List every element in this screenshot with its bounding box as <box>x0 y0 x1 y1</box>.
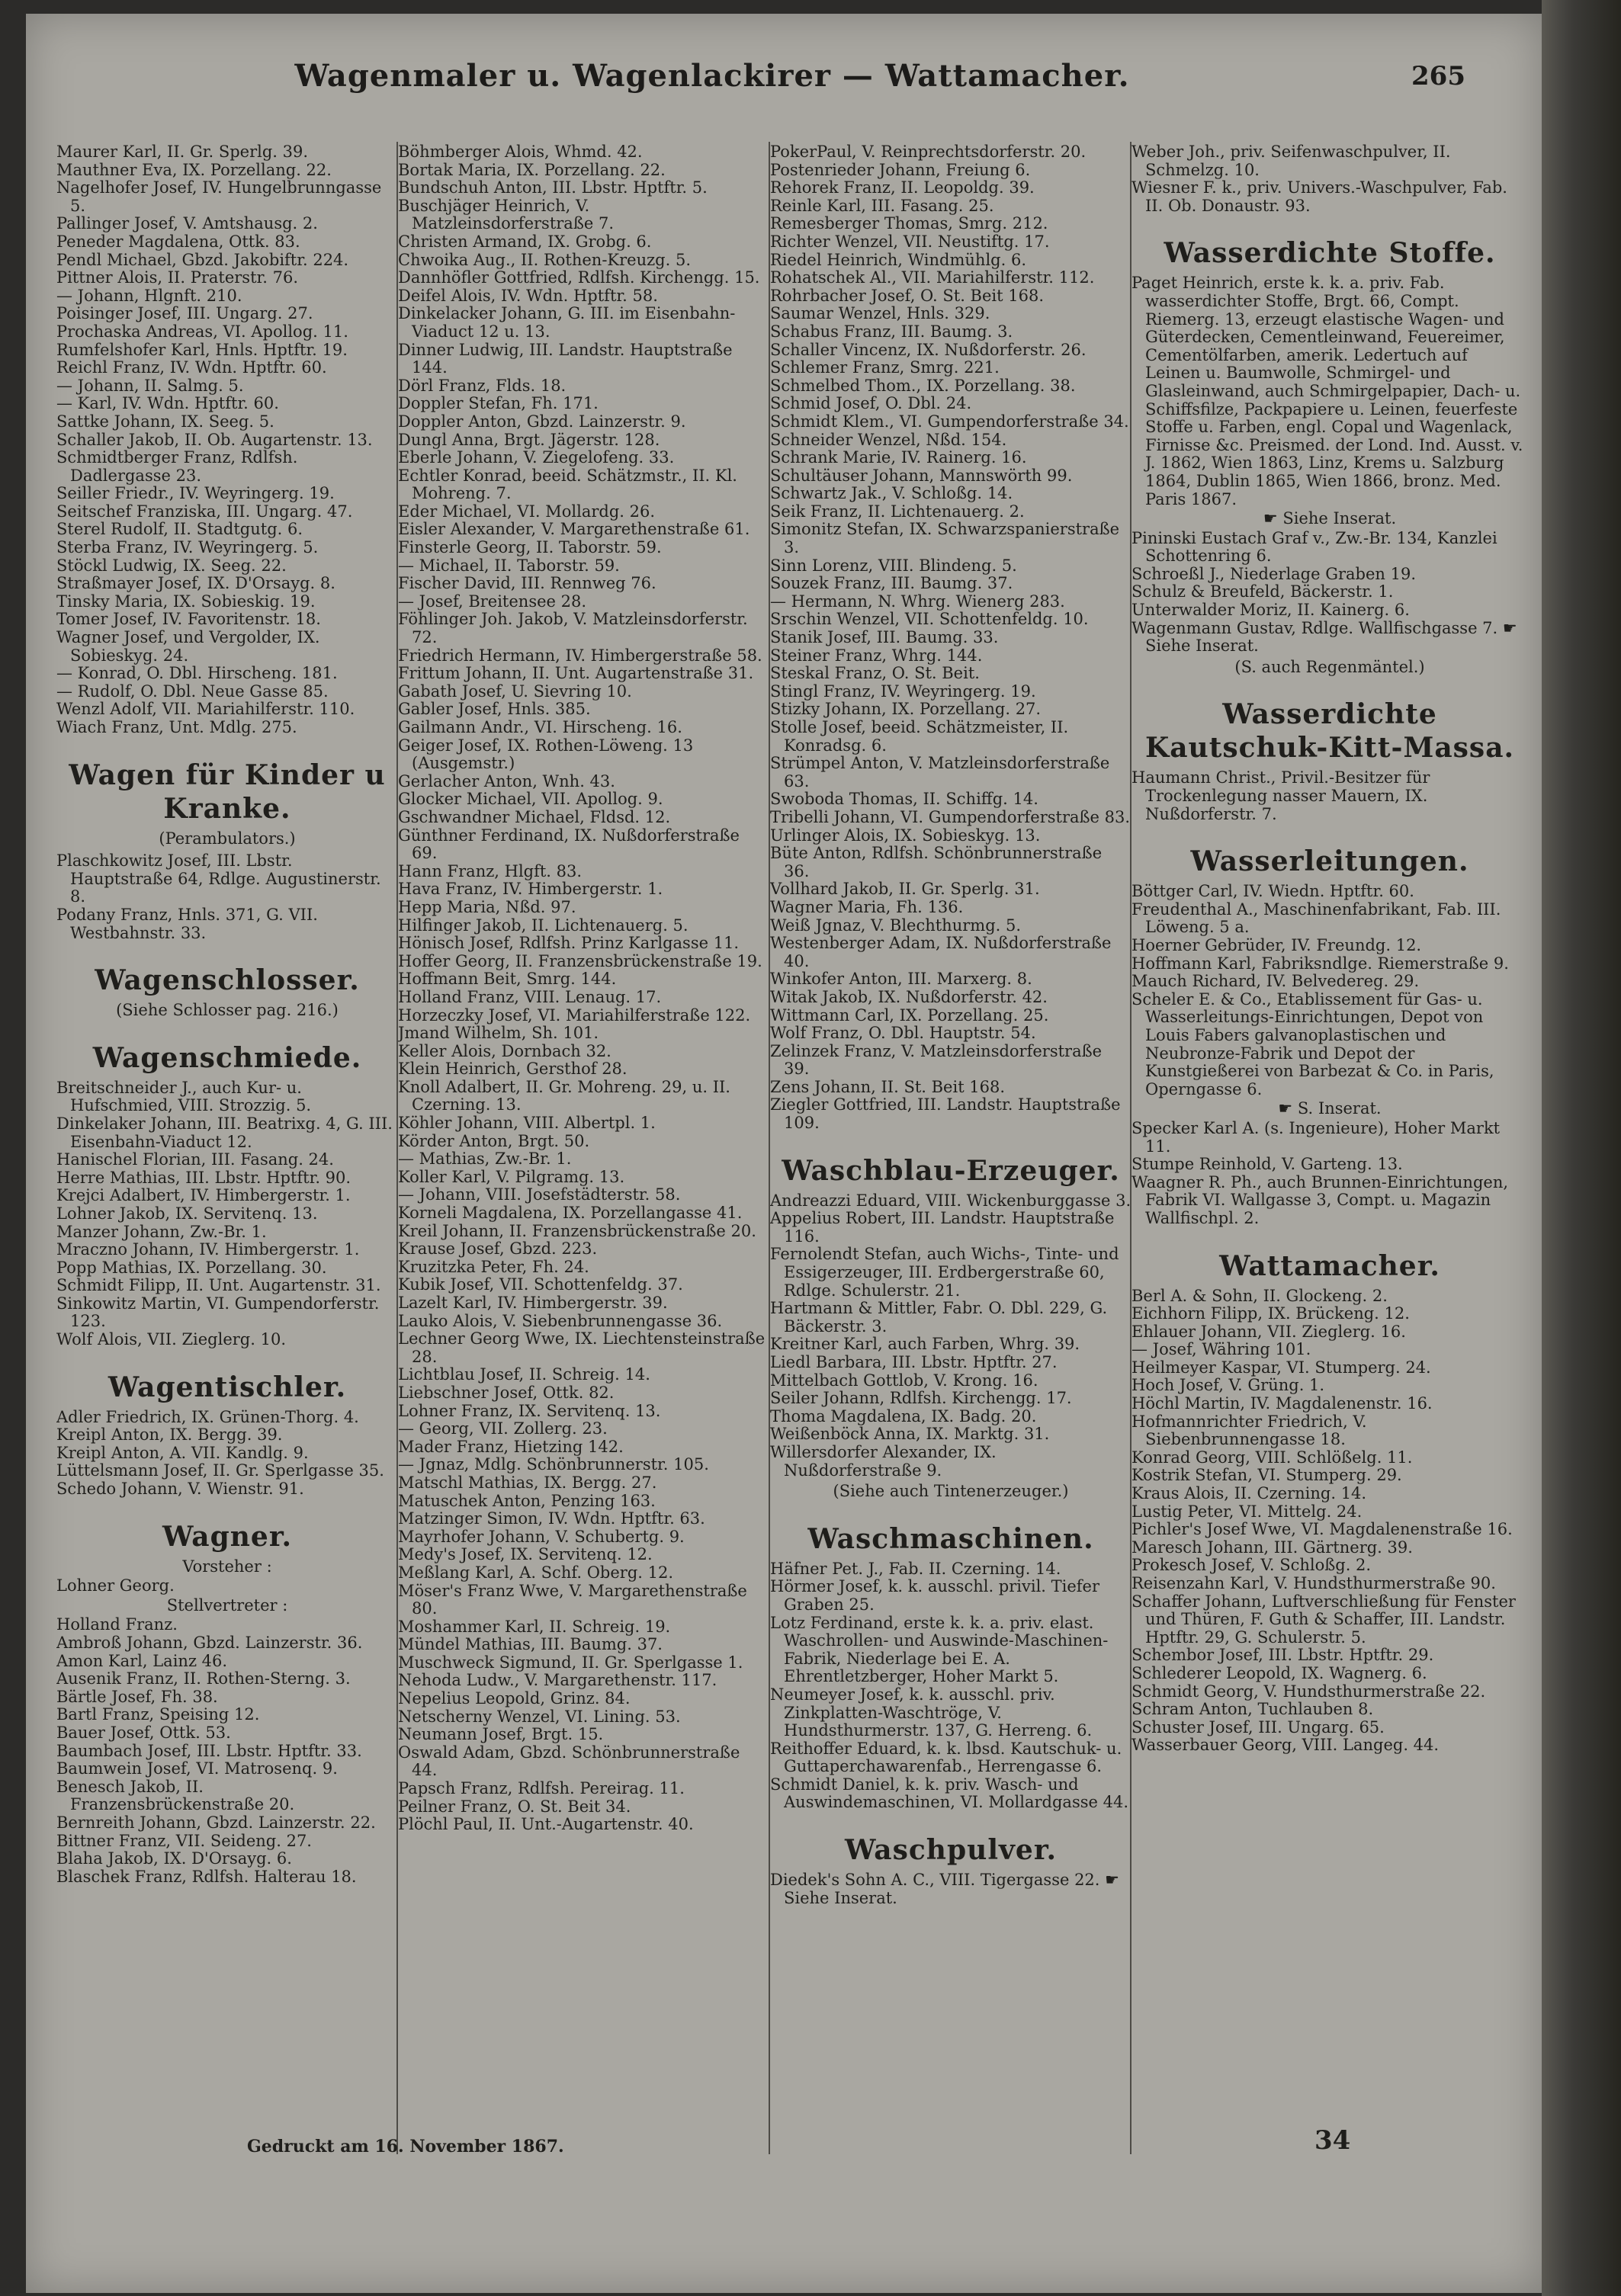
directory-entry: — Jgnaz, Mdlg. Schönbrunnerstr. 105. <box>398 1455 709 1474</box>
directory-entry: Mayrhofer Johann, V. Schubertg. 9. <box>398 1527 685 1546</box>
directory-entry: Souzek Franz, III. Baumg. 37. <box>770 574 1013 593</box>
directory-entry: Jmand Wilhelm, Sh. 101. <box>398 1024 599 1043</box>
directory-entry: Köhler Johann, VIII. Albertpl. 1. <box>398 1114 656 1133</box>
directory-entry: Simonitz Stefan, IX. Schwarzspanierstraße 3. <box>770 520 1120 557</box>
directory-entry: Stizky Johann, IX. Porzellang. 27. <box>770 700 1042 719</box>
directory-entry: Lazelt Karl, IV. Himbergerstr. 39. <box>398 1294 668 1312</box>
directory-entry: Weißenböck Anna, IX. Marktg. 31. <box>770 1425 1050 1444</box>
directory-entry: Tomer Josef, IV. Favoritenstr. 18. <box>56 610 321 629</box>
directory-entry: Dinkelaker Johann, III. Beatrixg. 4, G. III. Eisenbahn-Viaduct 12. <box>56 1114 393 1151</box>
directory-entry: Seiler Johann, Rdlfsh. Kirchengg. 17. <box>770 1389 1072 1408</box>
directory-entry: Krause Josef, Gbzd. 223. <box>398 1239 598 1259</box>
directory-entry: Freudenthal A., Maschinenfabrikant, Fab. III. Löweng. 5 a. <box>1131 899 1501 937</box>
directory-entry: Hönisch Josef, Rdlfsh. Prinz Karlgasse 11. <box>398 934 740 953</box>
directory-entry: Papsch Franz, Rdlfsh. Pereirag. 11. <box>398 1779 685 1798</box>
directory-entry: Moshammer Karl, II. Schreig. 19. <box>398 1617 671 1636</box>
signature-mark: 34 <box>1314 2125 1351 2156</box>
directory-entry: Schmidtberger Franz, Rdlfsh. Dadlergasse 23. <box>56 448 298 485</box>
section-heading: Wattamacher. <box>1219 1249 1440 1282</box>
directory-entry: Rohrbacher Josef, O. St. Beit 168. <box>770 286 1045 305</box>
directory-entry: Heilmeyer Kaspar, VI. Stumperg. 24. <box>1131 1358 1431 1377</box>
directory-entry: Körder Anton, Brgt. 50. <box>398 1131 590 1150</box>
directory-entry: Straßmayer Josef, IX. D'Orsayg. 8. <box>56 574 335 593</box>
directory-entry: Podany Franz, Hnls. 371, G. VII. Westbahnstr. 33. <box>56 905 318 942</box>
directory-entry: Bittner Franz, VII. Seideng. 27. <box>56 1831 312 1850</box>
directory-entry: Gabler Josef, Hnls. 385. <box>398 700 591 719</box>
directory-entry: Diedek's Sohn A. C., VIII. Tigergasse 22. ☛ Siehe Inserat. <box>770 1871 1119 1907</box>
directory-entry: Hilfinger Jakob, II. Lichtenauerg. 5. <box>398 916 689 935</box>
directory-entry: Lauko Alois, V. Siebenbrunnengasse 36. <box>398 1311 723 1330</box>
directory-entry: Blaschek Franz, Rdlfsh. Halterau 18. <box>56 1867 357 1886</box>
directory-entry: Dungl Anna, Brgt. Jägerstr. 128. <box>398 430 660 449</box>
section-heading: Wagenschmiede. <box>92 1041 362 1074</box>
directory-entry: Neumann Josef, Brgt. 15. <box>398 1725 604 1744</box>
directory-entry: Sinn Lorenz, VIII. Blindeng. 5. <box>770 556 1017 575</box>
directory-entry: Dinkelacker Johann, G. III. im Eisenbahn-Viaduct 12 u. 13. <box>398 304 736 341</box>
directory-entry: Tinsky Maria, IX. Sobieskig. 19. <box>56 592 316 611</box>
directory-entry: Schmelbed Thom., IX. Porzellang. 38. <box>770 376 1076 395</box>
directory-entry: Thoma Magdalena, IX. Badg. 20. <box>770 1406 1037 1425</box>
section-heading: Wagentischler. <box>108 1371 347 1403</box>
directory-entry: Schmidt Georg, V. Hundsthurmerstraße 22. <box>1131 1682 1486 1701</box>
center-line: ☛ Siehe Inserat. <box>1263 509 1397 528</box>
directory-entry: — Georg, VII. Zollerg. 23. <box>398 1419 608 1438</box>
directory-entry: Hoffmann Beit, Smrg. 144. <box>398 970 617 989</box>
directory-entry: Möser's Franz Wwe, V. Margarethenstraße 80. <box>398 1581 747 1618</box>
directory-entry: — Karl, IV. Wdn. Hptftr. 60. <box>56 394 279 413</box>
directory-entry: Hoffmann Karl, Fabriksndlge. Riemerstraße 9. <box>1131 954 1509 973</box>
directory-entry: Westenberger Adam, IX. Nußdorferstraße 40. <box>770 934 1112 970</box>
directory-entry: Kreipl Anton, A. VII. Kandlg. 9. <box>56 1443 309 1462</box>
directory-entry: Haumann Christ., Privil.-Besitzer für Trockenlegung nasser Mauern, IX. Nußdorferstr. 7. <box>1131 768 1430 823</box>
directory-entry: Hanischel Florian, III. Fasang. 24. <box>56 1150 334 1169</box>
directory-entry: Srschin Wenzel, VII. Schottenfeldg. 10. <box>770 610 1089 629</box>
directory-entry: Knoll Adalbert, II. Gr. Mohreng. 29, u. II. Czerning. 13. <box>398 1077 730 1114</box>
directory-entry: Manzer Johann, Zw.-Br. 1. <box>56 1222 267 1241</box>
directory-entry: Wenzl Adolf, VII. Mariahilferstr. 110. <box>56 700 355 719</box>
center-line: ☛ S. Inserat. <box>1278 1099 1382 1118</box>
directory-entry: Doppler Stefan, Fh. 171. <box>398 394 599 413</box>
directory-entry: Waagner R. Ph., auch Brunnen-Einrichtungen, Fabrik VI. Wallgasse 3, Compt. u. Magazin Wallfischpl. 2. <box>1131 1172 1509 1227</box>
directory-entry: Dannhöfler Gottfried, Rdlfsh. Kirchengg. 15. <box>398 268 760 287</box>
directory-entry: Eberle Johann, V. Ziegelofeng. 33. <box>398 448 675 467</box>
directory-entry: Sterba Franz, IV. Weyringerg. 5. <box>56 538 319 557</box>
book-spine <box>1542 0 1621 2296</box>
directory-entry: Fernolendt Stefan, auch Wichs-, Tinte- und Essigerzeuger, III. Erdbergerstraße 60, Rdlge. Schulerstr. 21. <box>770 1245 1119 1300</box>
column-4 <box>1131 143 1528 2156</box>
directory-entry: Ausenik Franz, II. Rothen-Sterng. 3. <box>56 1669 351 1688</box>
center-line: Stellvertreter : <box>166 1595 288 1615</box>
directory-entry: Weiß Jgnaz, V. Blechthurmg. 5. <box>770 916 1022 935</box>
directory-entry: Schaller Jakob, II. Ob. Augartenstr. 13. <box>56 430 373 449</box>
directory-entry: Büte Anton, Rdlfsh. Schönbrunnerstraße 36. <box>770 844 1103 880</box>
directory-entry: Pininski Eustach Graf v., Zw.-Br. 134, Kanzlei Schottenring 6. <box>1131 528 1497 566</box>
directory-entry: Konrad Georg, VIII. Schlößelg. 11. <box>1131 1448 1413 1467</box>
directory-entry: Sinkowitz Martin, VI. Gumpendorferstr. 123. <box>56 1294 380 1331</box>
directory-entry: Postenrieder Johann, Freiung 6. <box>770 160 1031 179</box>
directory-entry: Lohner Franz, IX. Servitenq. 13. <box>398 1401 661 1420</box>
section-note: (S. auch Regenmäntel.) <box>1234 657 1425 676</box>
directory-entry: Maurer Karl, II. Gr. Sperlg. 39. <box>56 143 309 161</box>
directory-entry: Gerlacher Anton, Wnh. 43. <box>398 771 615 790</box>
directory-entry: Wolf Franz, O. Dbl. Hauptstr. 54. <box>770 1024 1036 1043</box>
directory-entry: Eisler Alexander, V. Margarethenstraße 61. <box>398 520 750 539</box>
directory-entry: Hoffer Georg, II. Franzensbrückenstraße 19. <box>398 951 762 970</box>
running-title: Wagenmaler u. Wagenlackirer — Wattamacher. <box>294 58 1130 94</box>
directory-entry: Kubik Josef, VII. Schottenfeldg. 37. <box>398 1275 683 1294</box>
directory-entry: Scheler E. & Co., Etablissement für Gas- u. Wasserleitungs-Einrichtungen, Depot von Louis Fabers galvanoplastischen und Neubronze-Fabrik und Depot der Kunstgießerei von Barbezat & Co. in Paris, Operngasse 6. <box>1131 989 1494 1098</box>
directory-entry: Bauer Josef, Ottk. 53. <box>56 1723 231 1742</box>
directory-entry: Baumbach Josef, III. Lbstr. Hptftr. 33. <box>56 1741 362 1760</box>
directory-entry: Bortak Maria, IX. Porzellang. 22. <box>398 160 666 179</box>
directory-entry: Pallinger Josef, V. Amtshausg. 2. <box>56 214 318 233</box>
section-heading: Wasserleitungen. <box>1190 845 1469 878</box>
directory-entry: — Johann, II. Salmg. 5. <box>56 376 244 395</box>
directory-entry: Höchl Martin, IV. Magdalenenstr. 16. <box>1131 1394 1433 1413</box>
directory-entry: Kraus Alois, II. Czerning. 14. <box>1131 1484 1367 1503</box>
directory-entry: Liebschner Josef, Ottk. 82. <box>398 1383 615 1402</box>
directory-entry: Plaschkowitz Josef, III. Lbstr. Hauptstraße 64, Rdlge. Augustinerstr. 8. <box>56 851 381 906</box>
directory-entry: Steiner Franz, Whrg. 144. <box>770 646 983 665</box>
directory-entry: Ehlauer Johann, VII. Zieglerg. 16. <box>1131 1322 1406 1341</box>
directory-entry: Böhmberger Alois, Whmd. 42. <box>398 143 643 161</box>
directory-entry: Schlederer Leopold, IX. Wagnerg. 6. <box>1131 1663 1427 1682</box>
directory-entry: Schmidt Klem., VI. Gumpendorferstraße 34. <box>770 412 1129 431</box>
directory-entry: Adler Friedrich, IX. Grünen-Thorg. 4. <box>56 1407 359 1426</box>
directory-entry: Poisinger Josef, III. Ungarg. 27. <box>56 304 313 323</box>
section-heading: Wagenschlosser. <box>95 964 360 997</box>
directory-entry: Winkofer Anton, III. Marxerg. 8. <box>770 970 1032 989</box>
directory-entry: Meßlang Karl, A. Schf. Oberg. 12. <box>398 1563 674 1582</box>
directory-entry: — Hermann, N. Whrg. Wienerg 283. <box>770 592 1065 611</box>
directory-entry: Prochaska Andreas, VI. Apollog. 11. <box>56 322 348 341</box>
directory-entry: Mittelbach Gottlob, V. Krong. 16. <box>770 1371 1038 1390</box>
directory-entry: Lohner Georg. <box>56 1576 175 1595</box>
directory-entry: Sterel Rudolf, II. Stadtgutg. 6. <box>56 520 303 539</box>
directory-entry: Witak Jakob, IX. Nußdorferstr. 42. <box>770 987 1048 1006</box>
directory-entry: Amon Karl, Lainz 46. <box>56 1651 228 1670</box>
directory-entry: Gailmann Andr., VI. Hirscheng. 16. <box>398 718 682 736</box>
directory-entry: — Johann, Hlgnft. 210. <box>56 286 242 305</box>
directory-entry: Breitschneider J., auch Kur- u. Hufschmied, VIII. Strozzig. 5. <box>56 1078 312 1115</box>
directory-entry: Christen Armand, IX. Grobg. 6. <box>398 232 652 251</box>
directory-entry: Seiller Friedr., IV. Weyringerg. 19. <box>56 484 335 503</box>
directory-entry: Oswald Adam, Gbzd. Schönbrunnerstraße 44. <box>398 1743 740 1780</box>
directory-entry: Swoboda Thomas, II. Schiffg. 14. <box>770 790 1038 809</box>
directory-entry: Echtler Konrad, beeid. Schätzmstr., II. Kl. Mohreng. 7. <box>398 466 737 503</box>
directory-entry: Mraczno Johann, IV. Himbergerstr. 1. <box>56 1240 360 1259</box>
directory-entry: Stingl Franz, IV. Weyringerg. 19. <box>770 681 1036 701</box>
column-3 <box>770 143 1131 2156</box>
section-heading: Waschpulver. <box>844 1834 1058 1867</box>
directory-entry: Unterwalder Moriz, II. Kainerg. 6. <box>1131 601 1410 620</box>
directory-entry: Appelius Robert, III. Landstr. Hauptstraße 116. <box>770 1209 1115 1246</box>
directory-entry: — Josef, Breitensee 28. <box>398 592 587 611</box>
directory-entry: Medy's Josef, IX. Servitenq. 12. <box>398 1545 653 1564</box>
directory-entry: Rumfelshofer Karl, Hnls. Hptftr. 19. <box>56 340 348 359</box>
directory-entry: Mündel Mathias, III. Baumg. 37. <box>398 1635 663 1654</box>
directory-entry: Peilner Franz, O. St. Beit 34. <box>398 1797 631 1816</box>
directory-entry: Hofmannrichter Friedrich, V. Siebenbrunnengasse 18. <box>1131 1412 1367 1449</box>
directory-entry: Matschl Mathias, IX. Bergg. 27. <box>398 1473 657 1492</box>
directory-entry: Sattke Johann, IX. Seeg. 5. <box>56 412 274 431</box>
directory-entry: Günthner Ferdinand, IX. Nußdorferstraße 69. <box>398 826 740 863</box>
directory-entry: Wagner Josef, und Vergolder, IX. Sobieskyg. 24. <box>56 628 320 665</box>
directory-entry: Seitschef Franziska, III. Ungarg. 47. <box>56 502 353 521</box>
directory-entry: Klein Heinrich, Gersthof 28. <box>398 1060 628 1079</box>
page-number: 265 <box>1411 61 1465 91</box>
directory-entry: Plöchl Paul, II. Unt.-Augartenstr. 40. <box>398 1815 694 1834</box>
directory-entry: Föhlinger Joh. Jakob, V. Matzleinsdorferstr. 72. <box>398 610 748 647</box>
directory-entry: Pittner Alois, II. Praterstr. 76. <box>56 268 298 287</box>
directory-entry: Schultäuser Johann, Mannswörth 99. <box>770 466 1073 485</box>
directory-entry: Wolf Alois, VII. Zieglerg. 10. <box>56 1330 286 1349</box>
directory-entry: Wittmann Carl, IX. Porzellang. 25. <box>770 1005 1049 1025</box>
directory-entry: Kreitner Karl, auch Farben, Whrg. 39. <box>770 1335 1080 1354</box>
section-heading: Wagen für Kinder u Kranke. <box>69 758 386 825</box>
directory-entry: Muschweck Sigmund, II. Gr. Sperlgasse 1. <box>398 1653 743 1672</box>
directory-entry: Reithoffer Eduard, k. k. lbsd. Kautschuk- u. Guttaperchawarenfab., Herrengasse 6. <box>770 1739 1122 1776</box>
directory-entry: Peneder Magdalena, Ottk. 83. <box>56 232 300 251</box>
directory-entry: Schmidt Daniel, k. k. priv. Wasch- und Auswindemaschinen, VI. Mollardgasse 44. <box>770 1775 1129 1812</box>
directory-entry: Friedrich Hermann, IV. Himbergerstraße 58. <box>398 646 762 665</box>
directory-entry: Krejci Adalbert, IV. Himbergerstr. 1. <box>56 1186 351 1205</box>
directory-entry: Hepp Maria, Nßd. 97. <box>398 897 576 916</box>
directory-entry: — Josef, Währing 101. <box>1131 1340 1311 1359</box>
section-note: (Siehe auch Tintenerzeuger.) <box>833 1482 1069 1501</box>
directory-entry: — Mathias, Zw.-Br. 1. <box>398 1150 572 1169</box>
directory-entry: Liedl Barbara, III. Lbstr. Hptftr. 27. <box>770 1353 1058 1371</box>
directory-entry: — Michael, II. Taborstr. 59. <box>398 556 620 575</box>
directory-entry: Zens Johann, II. St. Beit 168. <box>770 1077 1006 1096</box>
directory-entry: Pendl Michael, Gbzd. Jakobiftr. 224. <box>56 250 349 269</box>
directory-entry: Rohatschek Al., VII. Mariahilferstr. 112. <box>770 268 1095 287</box>
directory-entry: Schaffer Johann, Luftverschließung für Fenster und Thüren, F. Guth & Schaffer, III. Landstr. Hptftr. 29, G. Schulerstr. 5. <box>1131 1592 1516 1647</box>
directory-entry: Stumpe Reinhold, V. Garteng. 13. <box>1131 1155 1403 1174</box>
directory-entry: Benesch Jakob, II. Franzensbrückenstraße 20. <box>56 1777 295 1814</box>
section-heading: Wasserdichte Stoffe. <box>1164 237 1496 270</box>
directory-entry: Schneider Wenzel, Nßd. 154. <box>770 430 1007 449</box>
directory-entry: Holland Franz. <box>56 1615 178 1634</box>
directory-entry: Willersdorfer Alexander, IX. Nußdorferstraße 9. <box>770 1442 997 1480</box>
directory-entry: Buschjäger Heinrich, V. Matzleinsdorferstraße 7. <box>398 196 614 233</box>
directory-entry: Andreazzi Eduard, VIII. Wickenburggasse 3. <box>770 1191 1131 1210</box>
directory-entry: — Konrad, O. Dbl. Hirscheng. 181. <box>56 664 338 683</box>
directory-entry: — Rudolf, O. Dbl. Neue Gasse 85. <box>56 681 329 701</box>
directory-entry: Häfner Pet. J., Fab. II. Czerning. 14. <box>770 1559 1061 1578</box>
directory-entry: Schulz & Breufeld, Bäckerstr. 1. <box>1131 582 1394 601</box>
directory-entry: Stolle Josef, beeid. Schätzmeister, II. Konradsg. 6. <box>770 718 1069 755</box>
directory-entry: Schabus Franz, III. Baumg. 3. <box>770 322 1013 341</box>
directory-entry: Hartmann & Mittler, Fabr. O. Dbl. 229, G. Bäckerstr. 3. <box>770 1299 1108 1336</box>
directory-entry: Stöckl Ludwig, IX. Seeg. 22. <box>56 556 287 575</box>
directory-entry: PokerPaul, V. Reinprechtsdorferstr. 20. <box>770 143 1087 161</box>
directory-entry: Finsterle Georg, II. Taborstr. 59. <box>398 538 662 557</box>
directory-entry: Glocker Michael, VII. Apollog. 9. <box>398 790 663 809</box>
directory-entry: Reichl Franz, IV. Wdn. Hptftr. 60. <box>56 358 327 377</box>
directory-entry: Schwartz Jak., V. Schloßg. 14. <box>770 484 1013 503</box>
directory-entry: Rehorek Franz, II. Leopoldg. 39. <box>770 178 1035 197</box>
directory-entry: Strümpel Anton, V. Matzleinsdorferstraße 63. <box>770 754 1110 790</box>
directory-entry: Frittum Johann, II. Unt. Augartenstraße 31. <box>398 664 754 683</box>
page-header <box>26 58 1542 111</box>
directory-entry: Schram Anton, Tuchlauben 8. <box>1131 1700 1374 1719</box>
directory-entry: Doppler Anton, Gbzd. Lainzerstr. 9. <box>398 412 686 431</box>
directory-entry: Lustig Peter, VI. Mittelg. 24. <box>1131 1502 1363 1521</box>
directory-entry: Hoch Josef, V. Grüng. 1. <box>1131 1376 1325 1395</box>
directory-entry: Blaha Jakob, IX. D'Orsayg. 6. <box>56 1849 292 1868</box>
directory-entry: Korneli Magdalena, IX. Porzellangasse 41. <box>398 1204 743 1223</box>
directory-entry: Lüttelsmann Josef, II. Gr. Sperlgasse 35. <box>56 1461 384 1480</box>
section-heading: Wagner. <box>162 1520 293 1553</box>
directory-entry: Mauthner Eva, IX. Porzellang. 22. <box>56 160 332 179</box>
directory-entry: Ziegler Gottfried, III. Landstr. Hauptstraße 109. <box>770 1095 1121 1133</box>
section-heading: Waschmaschinen. <box>807 1522 1094 1555</box>
directory-entry: Herre Mathias, III. Lbstr. Hptftr. 90. <box>56 1168 351 1187</box>
section-heading: Waschblau-Erzeuger. <box>782 1154 1120 1187</box>
directory-entry: Hava Franz, IV. Himbergerstr. 1. <box>398 880 663 899</box>
directory-entry: Bundschuh Anton, III. Lbstr. Hptftr. 5. <box>398 178 708 197</box>
directory-entry: Chwoika Aug., II. Rothen-Kreuzg. 5. <box>398 250 691 269</box>
directory-entry: Hoerner Gebrüder, IV. Freundg. 12. <box>1131 936 1422 954</box>
directory-entry: Prokesch Josef, V. Schloßg. 2. <box>1131 1556 1372 1575</box>
directory-entry: Dinner Ludwig, III. Landstr. Hauptstraße 144. <box>398 340 733 377</box>
directory-entry: Ambroß Johann, Gbzd. Lainzerstr. 36. <box>56 1634 363 1652</box>
directory-entry: Stanik Josef, III. Baumg. 33. <box>770 628 999 647</box>
directory-entry: Kreipl Anton, IX. Bergg. 39. <box>56 1425 283 1445</box>
directory-entry: Hann Franz, Hlgft. 83. <box>398 861 583 880</box>
directory-entry: Pichler's Josef Wwe, VI. Magdalenenstraße 16. <box>1131 1520 1513 1539</box>
directory-entry: Wasserbauer Georg, VIII. Langeg. 44. <box>1131 1736 1440 1755</box>
directory-entry: Kreil Johann, II. Franzensbrückenstraße 20. <box>398 1221 756 1240</box>
directory-entry: Matzinger Simon, IV. Wdn. Hptftr. 63. <box>398 1509 705 1528</box>
directory-entry: Keller Alois, Dornbach 32. <box>398 1041 611 1060</box>
directory-entry: — Johann, VIII. Josefstädterstr. 58. <box>398 1185 681 1204</box>
directory-entry: Eder Michael, VI. Mollardg. 26. <box>398 502 656 521</box>
directory-entry: Reisenzahn Karl, V. Hundsthurmerstraße 90. <box>1131 1574 1496 1592</box>
directory-entry: Steskal Franz, O. St. Beit. <box>770 664 980 683</box>
directory-entry: Baumwein Josef, VI. Matrosenq. 9. <box>56 1759 338 1778</box>
directory-entry: Kostrik Stefan, VI. Stumperg. 29. <box>1131 1466 1402 1485</box>
directory-entry: Nepelius Leopold, Grinz. 84. <box>398 1689 631 1708</box>
directory-entry: Schuster Josef, III. Ungarg. 65. <box>1131 1717 1385 1736</box>
section-heading: Wasserdichte Kautschuk-Kitt-Massa. <box>1144 698 1515 765</box>
directory-entry: Richter Wenzel, VII. Neustiftg. 17. <box>770 232 1050 251</box>
directory-entry: Schembor Josef, III. Lbstr. Hptftr. 29. <box>1131 1646 1434 1665</box>
directory-entry: Schroeßl J., Niederlage Graben 19. <box>1131 564 1417 583</box>
directory-entry: Kruzitzka Peter, Fh. 24. <box>398 1257 589 1276</box>
directory-entry: Koller Karl, V. Pilgramg. 13. <box>398 1167 625 1186</box>
directory-entry: Remesberger Thomas, Smrg. 212. <box>770 214 1048 233</box>
directory-entry: Wiach Franz, Unt. Mdlg. 275. <box>56 718 297 736</box>
directory-entry: Specker Karl A. (s. Ingenieure), Hoher Markt 11. <box>1131 1118 1501 1156</box>
directory-page <box>26 14 1542 2293</box>
directory-entry: Böttger Carl, IV. Wiedn. Hptftr. 60. <box>1131 882 1414 901</box>
directory-entry: Reinle Karl, III. Fasang. 25. <box>770 196 994 215</box>
directory-entry: Tribelli Johann, VI. Gumpendorferstraße 83. <box>770 807 1131 826</box>
directory-entry: Bärtle Josef, Fh. 38. <box>56 1687 218 1706</box>
directory-entry: Schedo Johann, V. Wienstr. 91. <box>56 1480 304 1499</box>
directory-entry: Mader Franz, Hietzing 142. <box>398 1437 624 1456</box>
directory-entry: Eichhorn Filipp, IX. Brückeng. 12. <box>1131 1304 1410 1323</box>
directory-entry: Horzeczky Josef, VI. Mariahilferstraße 122. <box>398 1005 751 1025</box>
directory-entry: Maresch Johann, III. Gärtnerg. 39. <box>1131 1538 1413 1557</box>
directory-entry: Seik Franz, II. Lichtenauerg. 2. <box>770 502 1025 521</box>
directory-entry: Schmidt Filipp, II. Unt. Augartenstr. 31. <box>56 1276 381 1295</box>
directory-entry: Netscherny Wenzel, VI. Lining. 53. <box>398 1707 681 1726</box>
directory-entry: Popp Mathias, IX. Porzellang. 30. <box>56 1258 327 1277</box>
directory-entry: Urlinger Alois, IX. Sobieskyg. 13. <box>770 826 1041 845</box>
directory-entry: Schmid Josef, O. Dbl. 24. <box>770 394 972 413</box>
directory-entry: Gabath Josef, U. Sievring 10. <box>398 681 632 701</box>
directory-entry: Vollhard Jakob, II. Gr. Sperlg. 31. <box>770 880 1040 899</box>
directory-entry: Berl A. & Sohn, II. Glockeng. 2. <box>1131 1286 1388 1305</box>
directory-entry: Wagner Maria, Fh. 136. <box>770 897 964 916</box>
directory-entry: Geiger Josef, IX. Rothen-Löweng. 13 (Ausgemstr.) <box>398 736 694 773</box>
section-note: (Perambulators.) <box>159 829 296 848</box>
directory-entry: Dörl Franz, Flds. 18. <box>398 376 567 395</box>
directory-entry: Holland Franz, VIII. Lenaug. 17. <box>398 987 662 1006</box>
directory-entry: Matuschek Anton, Penzing 163. <box>398 1491 656 1510</box>
directory-entry: Zelinzek Franz, V. Matzleinsdorferstraße 39. <box>770 1041 1103 1079</box>
directory-entry: Wiesner F. k., priv. Univers.-Waschpulver, Fab. II. Ob. Donaustr. 93. <box>1131 178 1507 215</box>
directory-entry: Lechner Georg Wwe, IX. Liechtensteinstraße 28. <box>398 1329 766 1366</box>
directory-entry: Lotz Ferdinand, erste k. k. a. priv. elast. Waschrollen- und Auswinde-Maschinen-Fabrik, Niederlage bei E. A. Ehrentletzberger, Hoher Markt 5. <box>770 1613 1109 1686</box>
directory-entry: Schlemer Franz, Smrg. 221. <box>770 358 1000 377</box>
directory-entry: Mauch Richard, IV. Belvedereg. 29. <box>1131 972 1420 991</box>
directory-entry: Bartl Franz, Speising 12. <box>56 1705 260 1724</box>
directory-entry: Nehoda Ludw., V. Margarethenstr. 117. <box>398 1671 717 1690</box>
section-note: (Siehe Schlosser pag. 216.) <box>116 1001 339 1020</box>
directory-entry: Fischer David, III. Rennweg 76. <box>398 574 656 593</box>
directory-entry: Deifel Alois, IV. Wdn. Hptftr. 58. <box>398 286 658 305</box>
directory-entry: Weber Joh., priv. Seifenwaschpulver, II. Schmelzg. 10. <box>1131 143 1451 179</box>
directory-entry: Gschwandner Michael, Fldsd. 12. <box>398 807 671 826</box>
directory-entry: Schrank Marie, IV. Rainerg. 16. <box>770 448 1027 467</box>
print-date: Gedruckt am 16. November 1867. <box>247 2137 564 2157</box>
directory-entry: Schaller Vincenz, IX. Nußdorferstr. 26. <box>770 340 1087 359</box>
directory-entry: Paget Heinrich, erste k. k. a. priv. Fab. wasserdichter Stoffe, Brgt. 66, Compt. Riemerg. 13, erzeugt elastische Wagen- und Güterdecken, Cementleinwand, Feuereimer, Cementölfarben, amerik. Ledertuch auf Leinen u. Baumwolle, Schmirgel- und Glasleinwand, auch Schmirgelpapier, Dach- u. Schiffsfilze, Packpapiere u. Leinen, feuerfeste Stoffe u. Farben, engl. Copal und Wagenlack, Firnisse &c. Preismed. der Lond. Ind. Ausst. v. J. 1862, Wien 1863, Linz, Krems u. Salzburg 1864, Dublin 1865, Wien 1866, bronz. Med. Paris 1867. <box>1131 274 1523 508</box>
directory-entry: Neumeyer Josef, k. k. ausschl. priv. Zinkplatten-Waschtröge, V. Hundsthurmerstr. 137, G. Herreng. 6. <box>770 1685 1093 1740</box>
column-1 <box>56 143 398 2156</box>
directory-entry: Hörmer Josef, k. k. ausschl. privil. Tiefer Graben 25. <box>770 1577 1100 1614</box>
directory-entry: Wagenmann Gustav, Rdlge. Wallfischgasse 7. ☛ Siehe Inserat. <box>1131 618 1517 656</box>
directory-entry: Bernreith Johann, Gbzd. Lainzerstr. 22. <box>56 1813 376 1832</box>
directory-entry: Nagelhofer Josef, IV. Hungelbrunngasse 5. <box>56 178 382 215</box>
directory-entry: Riedel Heinrich, Windmühlg. 6. <box>770 250 1026 269</box>
column-2 <box>398 143 770 2156</box>
directory-entry: Lohner Jakob, IX. Servitenq. 13. <box>56 1204 318 1223</box>
directory-entry: Saumar Wenzel, Hnls. 329. <box>770 304 990 323</box>
directory-entry: Lichtblau Josef, II. Schreig. 14. <box>398 1365 650 1384</box>
center-line: Vorsteher : <box>182 1557 272 1576</box>
